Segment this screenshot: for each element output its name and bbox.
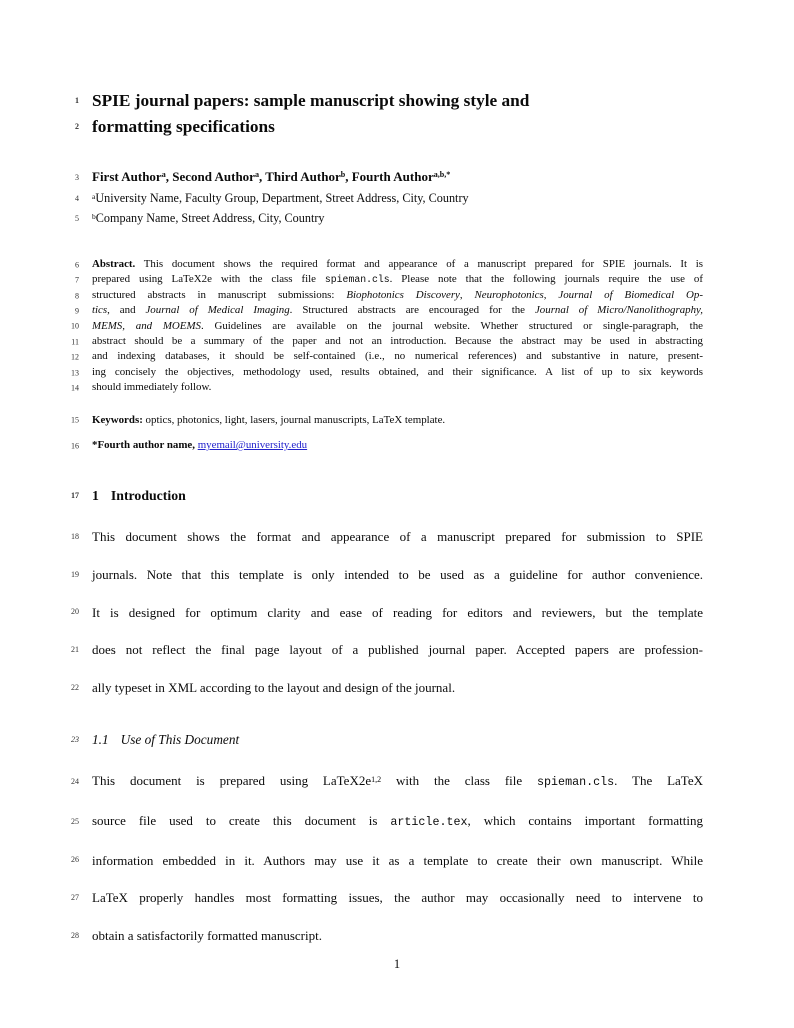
line-text: This document is prepared using $LaTeX2e^{1,2}$ with the class file spieman.cls. The LaTeX: [92, 773, 703, 790]
line-number: 6: [75, 260, 79, 269]
keywords: [71, 413, 703, 428]
text-line: [71, 438, 703, 453]
section-heading-introduction: [71, 486, 703, 506]
text-line: [75, 88, 703, 114]
line-number: 12: [71, 352, 79, 362]
line-text: 1.1 Use of This Document: [92, 732, 240, 748]
line-number: 14: [71, 383, 79, 393]
text-line: [71, 365, 703, 380]
line-text: It is designed for optimum clarity and ease of reading for editors and reviewers, but the template: [92, 604, 703, 620]
line-number: 21: [71, 645, 79, 655]
text-line: [75, 114, 703, 140]
line-text: MEMS, and MOEMS. Guidelines are available on the journal website. Whether structured or single-paragraph, the: [92, 319, 703, 332]
line-text: obtain a satisfactorily formatted manuscript.: [92, 927, 322, 943]
text-line: [71, 486, 703, 506]
line-number: 19: [71, 570, 79, 580]
text-line: [71, 518, 703, 556]
line-text: ing concisely the objectives, methodology used, results obtained, and their significance. A list of up to six keywords: [92, 365, 703, 378]
text-line: [71, 380, 703, 395]
paper-title: [75, 0, 703, 140]
document-content: [71, 0, 704, 954]
corresponding-author: [71, 438, 703, 453]
line-text: 1 Introduction: [92, 488, 186, 504]
abstract: [71, 257, 704, 396]
line-text: structured abstracts in manuscript submissions: Biophotonics Discovery, Neurophotonics, Journal of Biomedical Op-: [92, 288, 703, 301]
text-line: [75, 272, 704, 287]
line-text: should immediately follow.: [92, 381, 212, 394]
text-line: [71, 413, 703, 428]
email-link[interactable]: myemail@university.edu: [197, 439, 308, 452]
line-text: does not reflect the final page layout of a published journal paper. Accepted papers are profession-: [92, 642, 703, 658]
text-line: [71, 319, 703, 334]
line-text: This document shows the format and appearance of a manuscript prepared for submission to SPIE: [92, 529, 703, 545]
line-number: 27: [71, 893, 79, 903]
line-number: 16: [71, 441, 79, 451]
text-line: [71, 556, 703, 594]
introduction-paragraph: [71, 518, 703, 706]
line-number: 17: [71, 491, 79, 501]
line-text: First Author$^a$, Second Author$^a$, Third Author$^b$, Fourth Author$^{a,b,*}$: [92, 169, 451, 184]
line-text: formatting specifications: [92, 117, 275, 136]
line-text: journals. Note that this template is only intended to be used as a guideline for author convenience.: [92, 567, 703, 583]
use-of-document-paragraph: [71, 762, 703, 954]
text-line: [71, 730, 703, 750]
line-text: source file used to create this document is article.tex, which contains important formatting: [92, 813, 703, 830]
text-line: [71, 879, 703, 917]
text-line: [75, 209, 703, 229]
line-number: 28: [71, 930, 79, 940]
line-text: and indexing databases, it should be self-contained (i.e., no numerical references) and substantive in nature, present-: [92, 350, 703, 363]
line-text: $^a$University Name, Faculty Group, Department, Street Address, City, Country: [92, 191, 469, 205]
line-number: 13: [71, 367, 79, 377]
line-number: 24: [71, 777, 79, 787]
line-number: 7: [75, 275, 79, 285]
line-text: abstract should be a summary of the paper and not an introduction. Because the abstract may be used in abstracting: [92, 335, 703, 348]
text-line: [75, 303, 703, 318]
line-number: 15: [71, 415, 79, 425]
line-number: 8: [75, 290, 79, 300]
line-text: ally typeset in XML according to the layout and design of the journal.: [92, 679, 456, 695]
text-line: [71, 842, 703, 880]
line-number: 22: [71, 682, 79, 692]
line-text: information embedded in it. Authors may use it as a template to create their own manuscript. While: [92, 852, 703, 868]
line-number: 23: [71, 735, 79, 745]
page-number: 1: [393, 957, 401, 971]
line-number: 11: [71, 337, 79, 347]
text-line: [71, 594, 703, 632]
line-number: 20: [71, 607, 79, 617]
line-text: SPIE journal papers: sample manuscript showing style and: [92, 91, 530, 110]
line-number: 10: [71, 321, 79, 331]
line-number: 2: [75, 122, 79, 131]
line-text: Abstract. This document shows the required format and appearance of a manuscript prepared for SPIE journals. It is: [92, 258, 703, 270]
text-line: [75, 167, 703, 189]
line-number: 9: [75, 306, 79, 316]
text-line: [75, 288, 703, 303]
line-number: 26: [71, 855, 79, 865]
text-line: [75, 257, 703, 272]
line-text: Keywords: optics, photonics, light, lasers, journal manuscripts, LaTeX template.: [92, 413, 446, 426]
text-line: [71, 917, 703, 955]
text-line: [71, 334, 703, 349]
text-line: [71, 349, 703, 364]
line-number: 18: [71, 532, 79, 542]
line-text: $^b$Company Name, Street Address, City, Country: [92, 211, 325, 225]
line-text: prepared using LaTeX2e with the class file spieman.cls. Please note that the following journals require the use of: [92, 273, 704, 286]
line-text: tics, and Journal of Medical Imaging. Structured abstracts are encouraged for the Journal of Micro/Nanolithography,: [92, 304, 703, 317]
text-line: [71, 802, 703, 842]
line-number: 4: [75, 194, 79, 203]
text-line: [71, 762, 703, 802]
line-number: 1: [75, 96, 79, 105]
text-line: [71, 631, 703, 669]
line-text: *Fourth author name, myemail@university.edu: [92, 439, 308, 452]
line-number: 3: [75, 173, 79, 182]
text-line: [71, 669, 703, 707]
subsection-heading-use-of-this-document: [71, 730, 703, 750]
line-number: 5: [75, 214, 79, 223]
line-number: 25: [71, 817, 79, 827]
line-text: LaTeX properly handles most formatting issues, the author may occasionally need to intervene to: [92, 890, 703, 906]
text-line: [75, 189, 703, 209]
author-list: [75, 167, 703, 229]
